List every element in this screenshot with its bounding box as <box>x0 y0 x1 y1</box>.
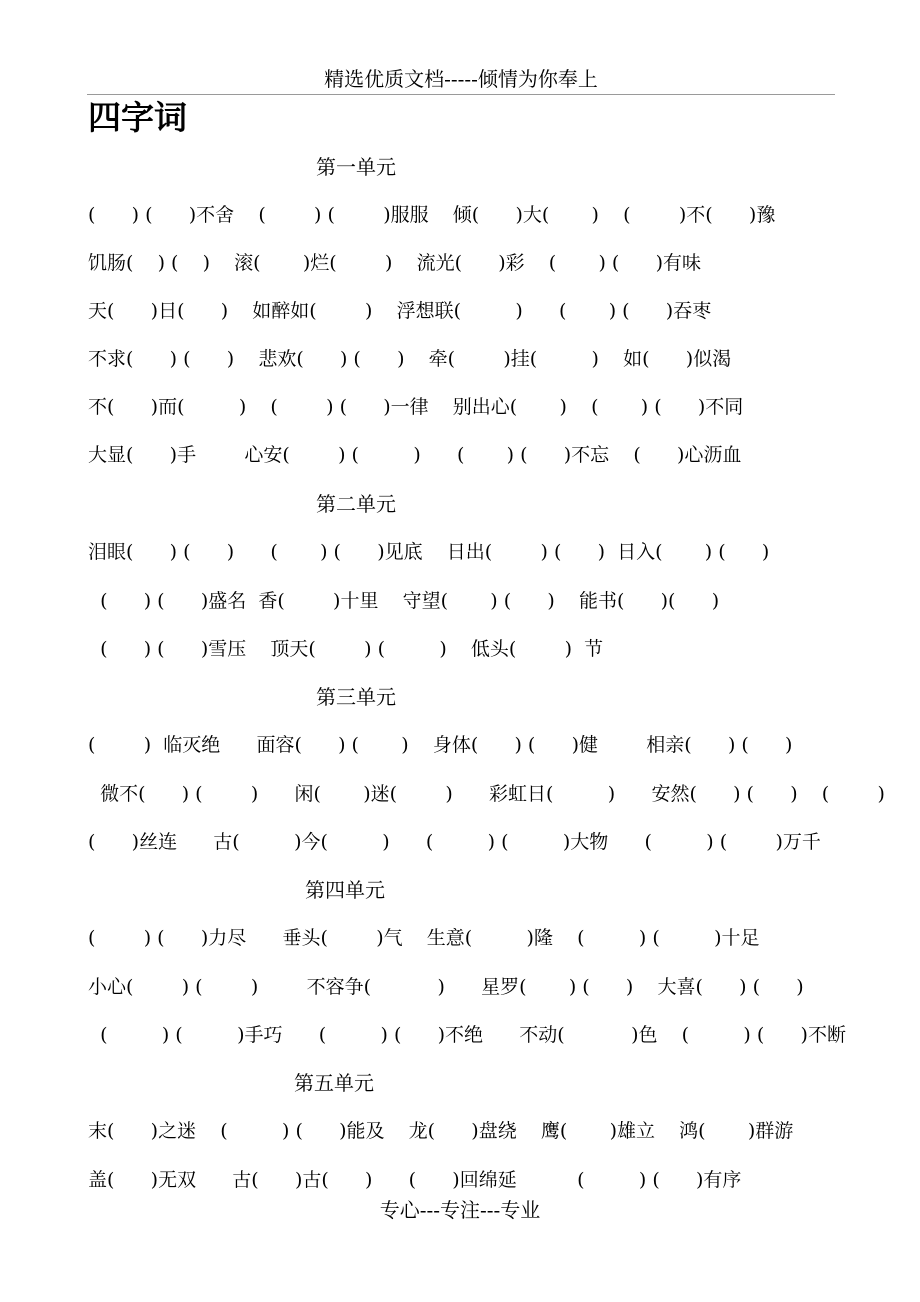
page-title: 四字词 <box>88 98 187 137</box>
unit-1-line-3: 天( )日( ) 如醉如( ) 浮想联( ) ( ) ( )吞枣 <box>88 300 712 322</box>
unit-1-line-5: 不( )而( ) ( ) ( )一律 别出心( ) ( ) ( )不同 <box>88 396 744 418</box>
page-footer: 专心---专注---专业 <box>379 1198 541 1222</box>
unit-2-heading: 第二单元 <box>316 492 396 516</box>
unit-1-line-2: 饥肠( ) ( ) 滚( )烂( ) 流光( )彩 ( ) ( )有味 <box>88 252 701 274</box>
unit-3-line-1: ( ) 临灭绝 面容( ) ( ) 身体( ) ( )健 相亲( ) ( ) <box>88 734 793 756</box>
unit-5-heading: 第五单元 <box>294 1071 374 1095</box>
unit-2-line-1: 泪眼( ) ( ) ( ) ( )见底 日出( ) ( ) 日入( ) ( ) <box>88 541 770 563</box>
unit-3-heading: 第三单元 <box>316 685 396 709</box>
unit-1-line-4: 不求( ) ( ) 悲欢( ) ( ) 牵( )挂( ) 如( )似渴 <box>88 348 732 370</box>
unit-5-line-2: 盖( )无双 古( )古( ) ( )回绵延 ( ) ( )有序 <box>88 1169 742 1191</box>
page-header: 精选优质文档-----倾情为你奉上 <box>324 67 598 91</box>
unit-4-line-1: ( ) ( )力尽 垂头( )气 生意( )隆 ( ) ( )十足 <box>88 927 760 949</box>
unit-3-line-2: 微不( ) ( ) 闲( )迷( ) 彩虹日( ) 安然( ) ( ) ( ) <box>88 783 885 805</box>
header-rule <box>87 94 835 95</box>
unit-4-line-3: ( ) ( )手巧 ( ) ( )不绝 不动( )色 ( ) ( )不断 <box>88 1024 846 1046</box>
unit-5-line-1: 末( )之迷 ( ) ( )能及 龙( )盘绕 鹰( )雄立 鸿( )群游 <box>88 1120 794 1142</box>
unit-3-line-3: ( )丝连 古( )今( ) ( ) ( )大物 ( ) ( )万千 <box>88 831 821 853</box>
unit-1-line-6: 大显( )手 心安( ) ( ) ( ) ( )不忘 ( )心沥血 <box>88 444 742 466</box>
unit-2-line-2: ( ) ( )盛名 香( )十里 守望( ) ( ) 能书( )( ) <box>88 590 720 612</box>
unit-4-line-2: 小心( ) ( ) 不容争( ) 星罗( ) ( ) 大喜( ) ( ) <box>88 976 804 998</box>
unit-1-heading: 第一单元 <box>316 155 396 179</box>
unit-2-line-3: ( ) ( )雪压 顶天( ) ( ) 低头( ) 节 <box>88 638 604 660</box>
unit-1-line-1: ( ) ( )不舍 ( ) ( )服服 倾( )大( ) ( )不( )豫 <box>88 204 776 226</box>
unit-4-heading: 第四单元 <box>305 878 385 902</box>
